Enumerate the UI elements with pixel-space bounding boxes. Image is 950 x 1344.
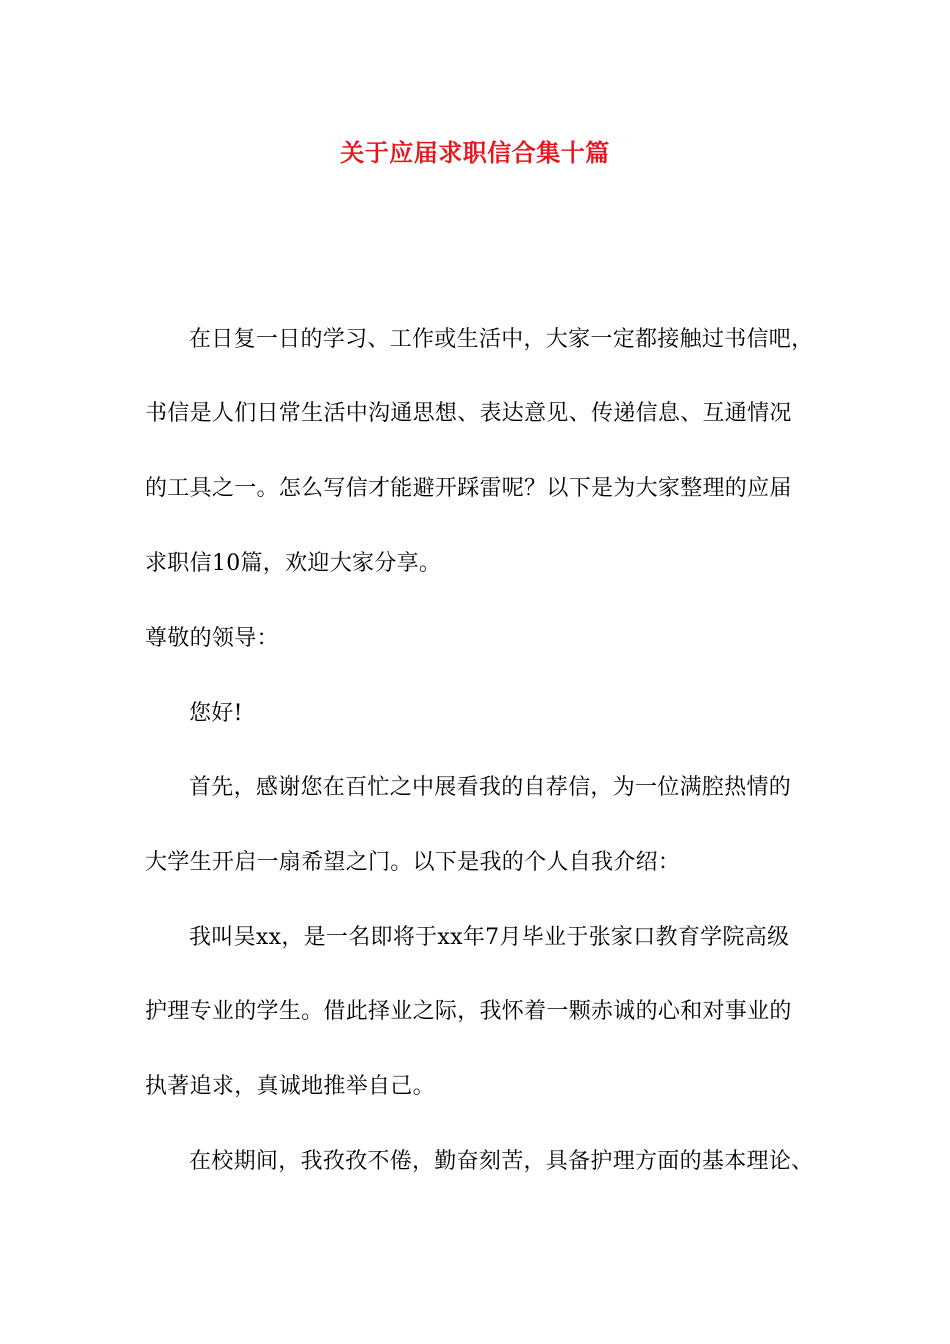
greeting-line: 您好!: [189, 701, 243, 726]
paragraph-line: 求职信10篇，欢迎大家分享。: [145, 551, 442, 576]
paragraph-line: 书信是人们日常生活中沟通思想、表达意见、传递信息、互通情况: [145, 401, 792, 426]
salutation-line: 尊敬的领导：: [145, 626, 279, 651]
paragraph-line: 首先，感谢您在百忙之中展看我的自荐信，为一位满腔热情的: [189, 775, 792, 800]
paragraph-line: 大学生开启一扇希望之门。以下是我的个人自我介绍：: [145, 850, 681, 875]
paragraph-line: 的工具之一。怎么写信才能避开踩雷呢？以下是为大家整理的应届: [145, 476, 792, 501]
paragraph-line: 护理专业的学生。借此择业之际，我怀着一颗赤诚的心和对事业的: [145, 999, 792, 1024]
paragraph-line: 执著追求，真诚地推举自己。: [145, 1074, 435, 1099]
document-title: 关于应届求职信合集十篇: [340, 138, 610, 167]
paragraph-line: 我叫吴xx，是一名即将于xx年7月毕业于张家口教育学院高级: [189, 925, 790, 950]
paragraph-line: 在日复一日的学习、工作或生活中，大家一定都接触过书信吧，: [189, 327, 814, 352]
paragraph-line: 在校期间，我孜孜不倦，勤奋刻苦，具备护理方面的基本理论、: [189, 1149, 814, 1174]
